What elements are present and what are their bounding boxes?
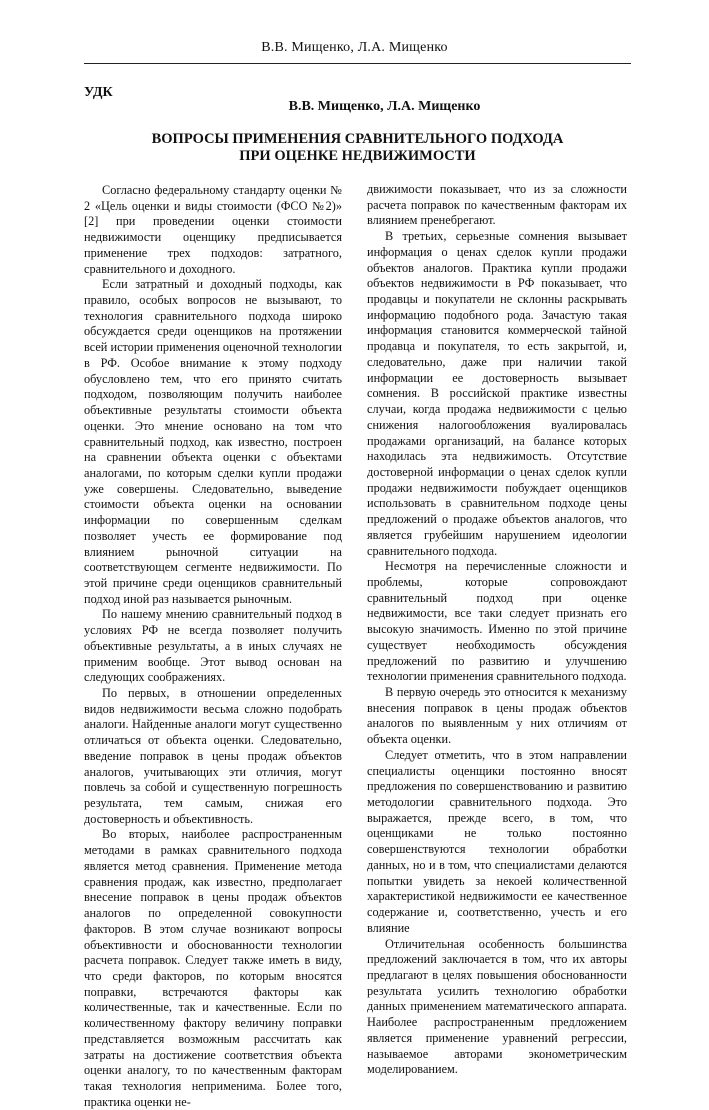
paragraph: Отличительная особенность большинства предложений заключается в том, что их авторы предлагают в целях повышения обоснованности результата усилить технологию обработки данных применением математического аппарата. Наиболее распространенным предложением является применение уравнений регрессии, называемое авторами эконометрическим моделированием.: [367, 936, 627, 1077]
paragraph: Согласно федеральному стандарту оценки № 2 «Цель оценки и виды стоимости (ФСО №2)» [2] при проведении оценки стоимости недвижимости оценщику предписывается применение трех подходов: затратного, сравнительного и доходного.: [84, 183, 342, 276]
paragraph: В третьих, серьезные сомнения вызывает информация о ценах сделок купли продажи объектов аналогов. Практика купли продажи объектов недвижимости в РФ показывает, что продавцы и покупатели не склонны раскрывать информацию подобного рода. Зачастую такая информация становится коммерческой тайной продавца и покупателя, то есть закрытой, и, следовательно, даже при наличии такой информации ее достоверность вызывает сомнения. В российской практике известны случаи, когда продажа недвижимости с целью снижения налогообложения вуалировалась продажами организаций, на балансе которых находилась эта недвижимость. Отсутствие достоверной информации о ценах сделок купли продажи недвижимости побуждает оценщиков использовать в сравнительном подходе цены предложений о продаже объектов аналогов, что является грубейшим нарушением идеологии сравнительного подхода.: [367, 229, 627, 558]
paragraph: По первых, в отношении определенных видов недвижимости весьма сложно подобрать аналоги. Найденные аналоги могут существенно отличаться от объекта оценки. Следовательно, введение поправок в цены продаж объектов аналогов, учитывающих эти отличия, могут повлечь за собой и существенную погрешность результата, тем самым, снижая его достоверность и объективность.: [84, 686, 342, 826]
paragraph: Во вторых, наиболее распространенным методами в рамках сравнительного подхода является метод сравнения. Применение метода сравнения продаж, как известно, предполагает внесение поправок в цены продаж объектов аналогов по определенной совокупности факторов. В этом случае возникают вопросы объективности и обоснованности технологии расчета поправок. Следует также иметь в виду, что среди факторов, по которым вносятся поправки, встречаются факторы как количественные, так и качественные. Если по количественному фактору величину поправки представляется возможным рассчитать как затраты на достижение соответствия объекта оценки аналогу, то по качественным факторам такая технология неприменима. Более того, практика оценки не-: [84, 827, 342, 1109]
running-head: В.В. Мищенко, Л.А. Мищенко: [261, 40, 448, 55]
paragraph-continued: движимости показывает, что из за сложности расчета поправок по качественным факторам их влиянием пренебрегают.: [367, 182, 627, 228]
left-column: [84, 183, 342, 1110]
paragraph: Следует отметить, что в этом направлении специалисты оценщики постоянно вносят предложения по совершенствованию и развитию методологии сравнительного подхода. Это выражается, прежде всего, в том, что оценщиками не только постоянно совершенствуются технологии обработки данных, но и в том, что специалистами делаются попытки увидеть за некоей количественной характеристикой недвижимости ее качественное содержание и, соответственно, учесть и его влияние: [367, 747, 627, 935]
right-column: [367, 182, 627, 1078]
paragraph: Несмотря на перечисленные сложности и проблемы, которые сопровождают сравнительный подход при оценке недвижимости, все таки следует признать его высокую значимость. Именно по этой причине существует необходимость обсуждения предложений по развитию и улучшению технологии применения сравнительного подхода.: [367, 559, 627, 684]
paragraph: В первую очередь это относится к механизму внесения поправок в цены продаж объектов аналогов по выявленным у них отличиям от объекта оценки.: [367, 685, 627, 747]
article-authors: В.В. Мищенко, Л.А. Мищенко: [288, 99, 481, 114]
title-line-1: ВОПРОСЫ ПРИМЕНЕНИЯ СРАВНИТЕЛЬНОГО ПОДХОДА: [151, 131, 564, 147]
article-title: [84, 131, 631, 165]
title-line-2: ПРИ ОЦЕНКЕ НЕДВИЖИМОСТИ: [239, 148, 476, 164]
udk-label: УДК: [84, 85, 113, 100]
header-rule: [84, 63, 631, 64]
paragraph: Если затратный и доходный подходы, как правило, особых вопросов не вызывают, то технология сравнительного подхода широко обсуждается среди оценщиков на протяжении всей истории применения оценочной технологии в РФ. Особое внимание к этому подходу обусловлено тем, что его принято считать подходом, позволяющим получить наиболее объективные результаты стоимости объекта оценки. Это мнение основано на том что сравнительный подход, как известно, построен на сравнении объекта оценки с объектами аналогами, по которым сделки купли продажи уже совершены. Следовательно, выведение стоимости объекта оценки на основании информации по совершенным сделкам позволяет учесть ее формирование под влиянием рыночной ситуации на соответствующем сегменте недвижимости. По этой причине среди оценщиков сравнительный подход иной раз называется рыночным.: [84, 277, 342, 606]
paragraph: По нашему мнению сравнительный подход в условиях РФ не всегда позволяет получить объективные результаты, а в иных случаях не применим вообще. Этот вывод основан на следующих соображениях.: [84, 607, 342, 685]
